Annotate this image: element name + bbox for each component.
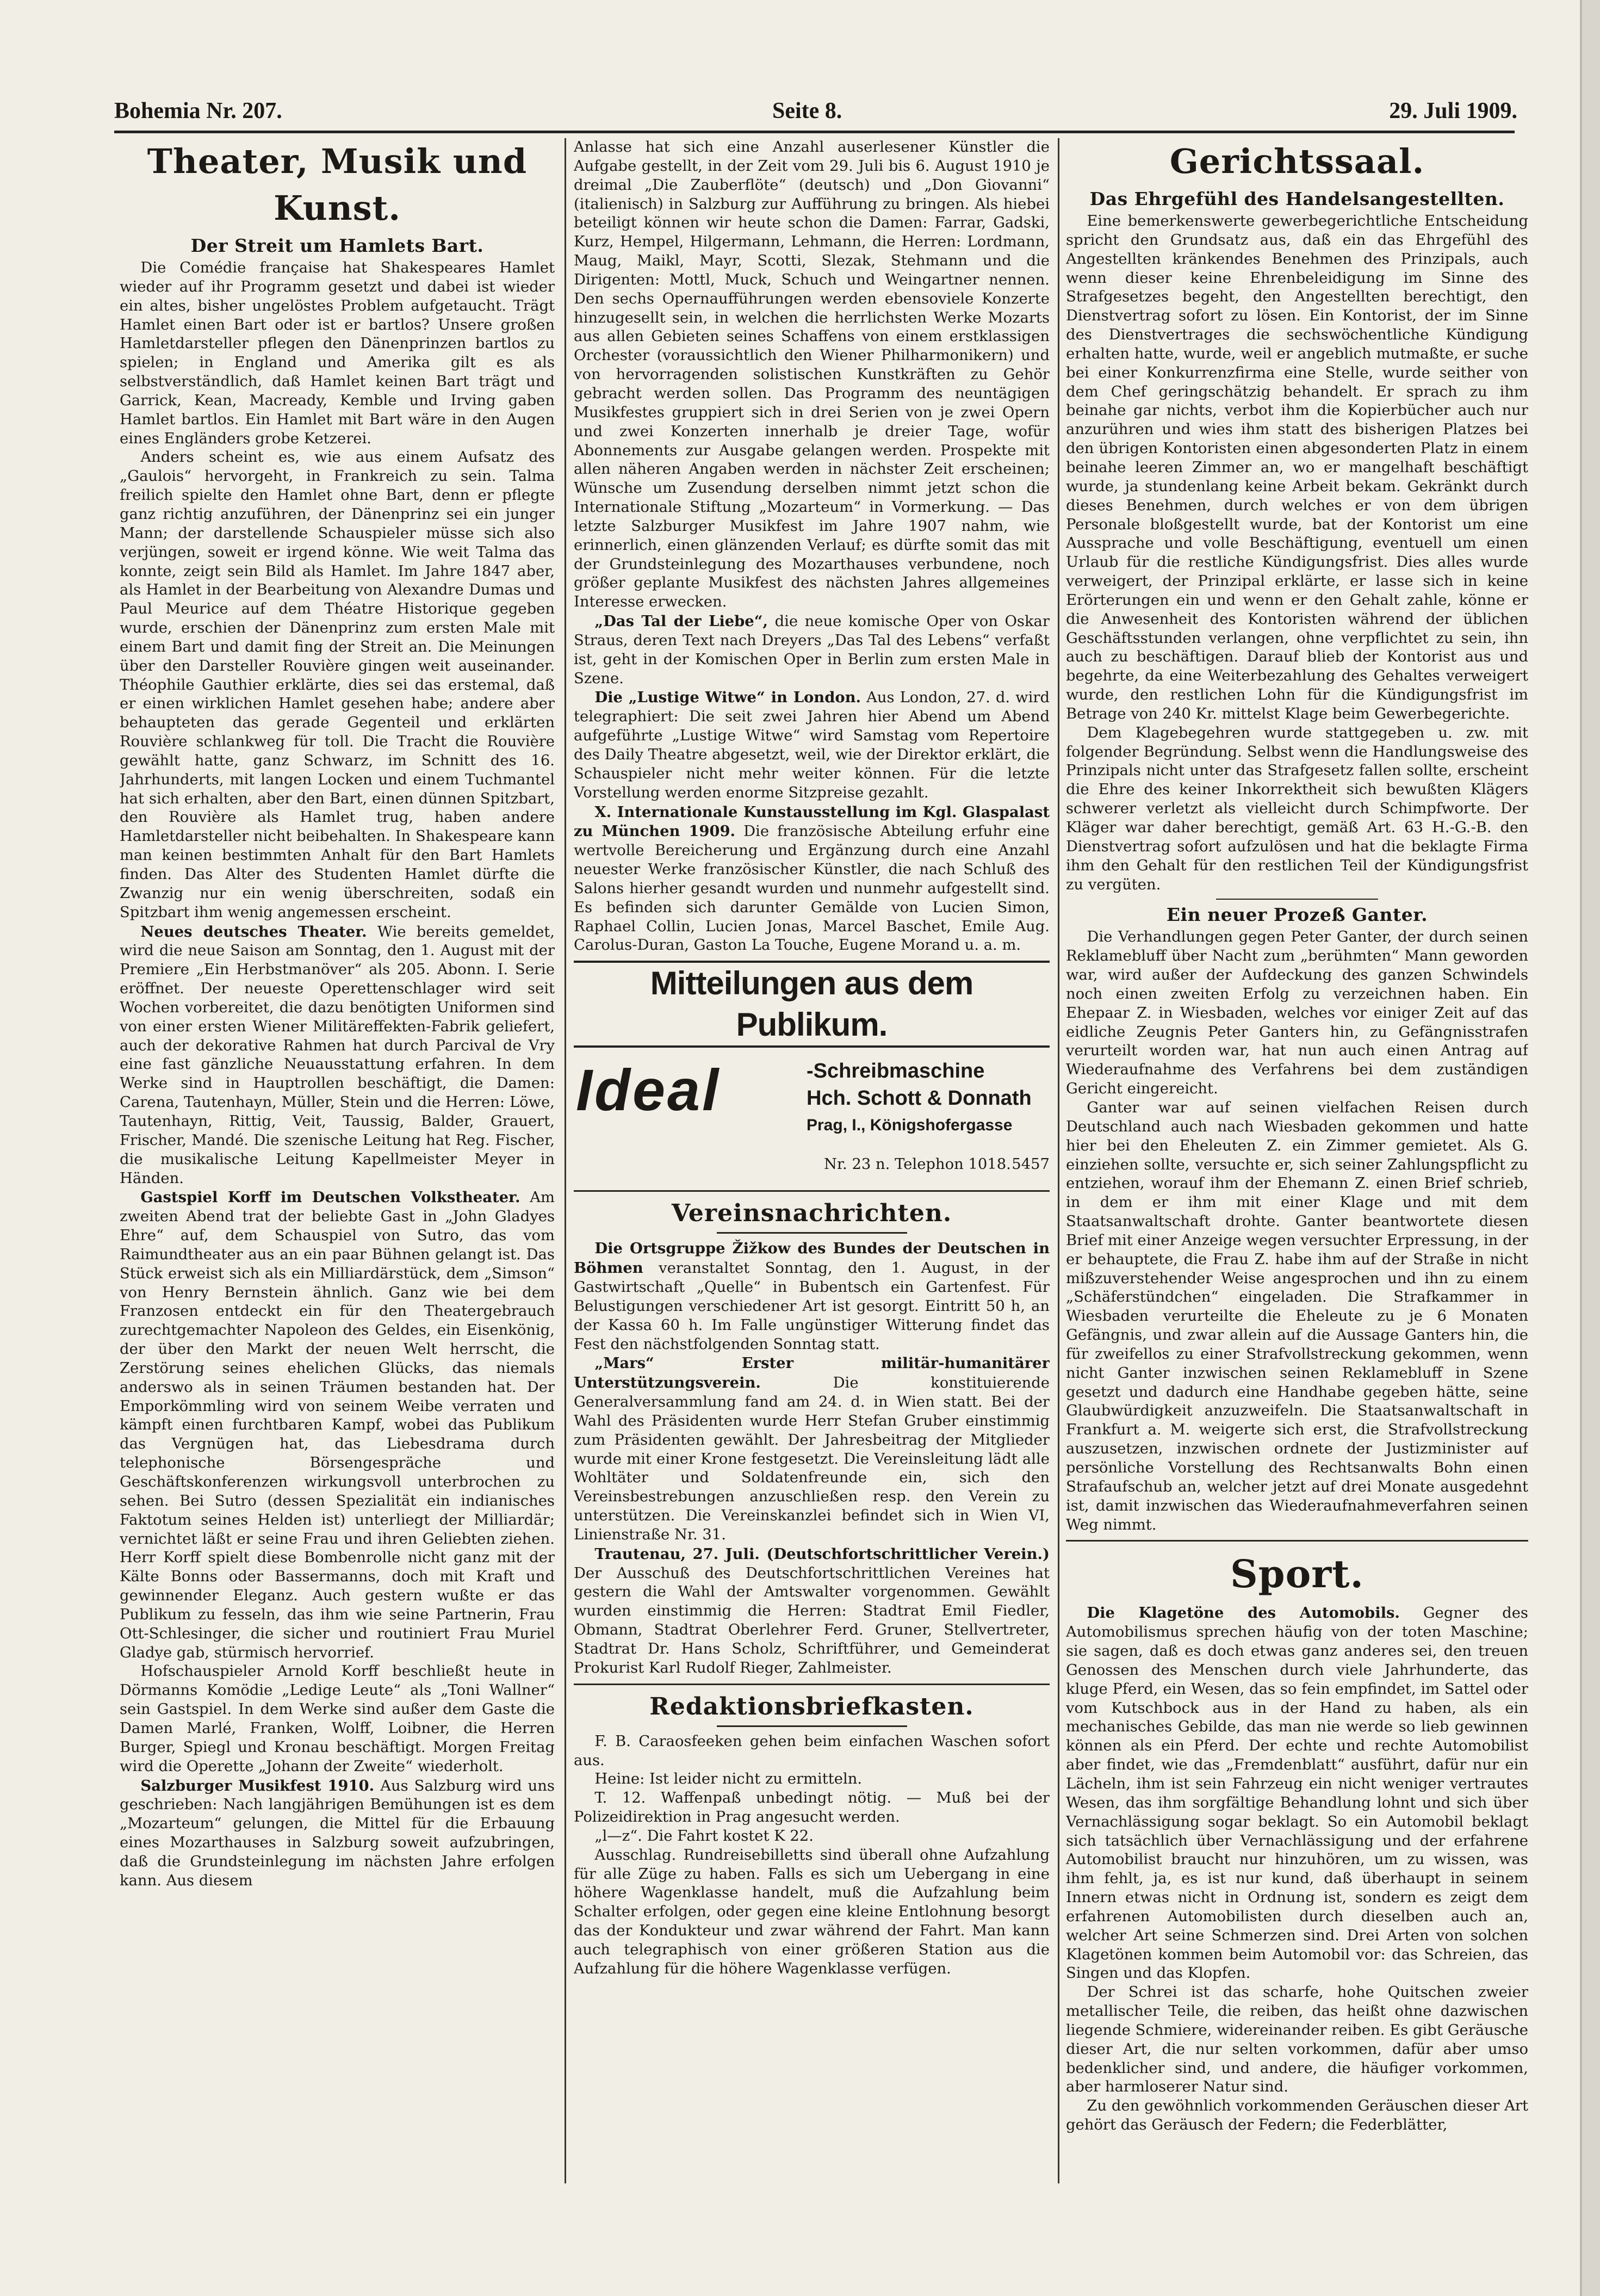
paragraph-text: Wie bereits gemeldet, wird die neue Saison am Sonntag, den 1. August mit der Premiere „Ein Herbstmanöver“ als 205. Abonn. I. Serie eröffnet. Der neueste Operettenschlager wird seit Wochen vorbereitet, die dazu benötigten Uniformen sind von einer ersten Wiener Militäreffekten-Fabrik geliefert, auch der dekorative Rahmen hat durch Parcival de Vry eine fast gänzliche Neuausstattung erfahren. In dem Werke sind in Hauptrollen beschäftigt, die Damen: Carena, Tautenhayn, Müller, Stein und die Herren: Löwe, Tautenhayn, Rittig, Veit, Taussig, Balder, Grauert, Frischer, Mandé. Die szenische Leitung hat Reg. Fischer, die musikalische Leitung Kapellmeister Meyer in Händen. (120, 923, 555, 1187)
paragraph: Ausschlag. Rundreisebilletts sind überall ohne Aufzahlung für alle Züge zu haben. Falls es sich um Uebergang in eine höhere Wagenklasse handelt, muß die Aufzahlung beim Schalter erfolgen, oder gegen eine kleine Entlohnung besorgt das der Kondukteur und zwar während der Fahrt. Man kann auch telegraphisch von einer größeren Station aus die Aufzahlung für die höhere Wagenklasse verfügen. (574, 1846, 1050, 1977)
paragraph-text: Aus London, 27. d. wird telegraphiert: Die seit zwei Jahren hier Abend um Abend aufgeführte „Lustige Witwe“ wird Samstag vom Repertoire des Daily Theatre abgesetzt, weil, wie der Direktor erklärt, die Schauspieler nicht mehr weiter können. Für die letzte Vorstellung werden enorme Sitzpreise gezahlt. (574, 689, 1050, 801)
paragraph: Hofschauspieler Arnold Korff beschließt heute in Dörmanns Komödie „Ledige Leute“ als „Toni Wallner“ sein Gastspiel. In dem Werke sind außer dem Gaste die Damen Marlé, Franken, Wolff, Loibner, die Herren Burger, Spiegl und Kronau beschäftigt. Morgen Freitag wird die Operette „Johann der Zweite“ wiederholt. (120, 1663, 555, 1775)
paragraph (574, 1239, 1050, 1354)
paragraph (574, 803, 1050, 956)
section-title-theater: Theater, Musik und Kunst. (147, 141, 528, 228)
paragraph: F. B. Caraosfeeken gehen beim einfachen Waschen sofort aus. (574, 1732, 1050, 1769)
paragraph: „l—z“. Die Fahrt kostet K 22. (594, 1827, 814, 1845)
divider (717, 1232, 907, 1234)
paragraph: T. 12. Waffenpaß unbedingt nötig. — Muß bei der Polizeidirektion in Prag angesucht werden. (574, 1790, 1050, 1826)
header-date: 29. Juli 1909. (1389, 98, 1517, 123)
header-left: Bohemia Nr. 207. (114, 98, 282, 123)
item-heading: Die „Lustige Witwe“ in London. (594, 689, 861, 707)
paragraph: Ganter war auf seinen vielfachen Reisen durch Deutschland auch nach Wiesbaden gekommen und hatte hier bei den Eheleuten Z. ein Zimmer gemietet. Als G. einziehen sollte, versuchte er, sich seiner Zahlungspflicht zu entziehen, worauf ihm der Ehemann Z. einen Brief schrieb, in dem er ihm mit einer Klage und mit dem Staatsanwaltschaft drohte. Ganter beantwortete diesen Brief mit einer Anzeige wegen versuchter Erpressung, in der er behauptete, die Frau Z. habe ihm auf der Straße in nicht mißzuverstehender Weise angesprochen und ihn zu einem „Schäferstündchen“ eingeladen. Die Strafkammer in Wiesbaden verurteilte die Eheleute zu je 6 Monaten Gefängnis, und zwar allein auf die Aussage Ganters hin, die für zweifellos zu einer Strafvollstreckung gekommen, wenn nicht Ganter inzwischen seinen Reklamebluff in Szene gesetzt und dadurch eine Handhabe gegeben hätte, seine Glaubwürdigkeit anzuzweifeln. Die Staatsanwaltschaft in Frankfurt a. M. weigerte sich erst, die Strafvollstreckung auszusetzen, inzwischen ordnete der Justizminister auf persönliche Vorstellung des Rechtsanwalts Bohn einen Strafaufschub an, welcher jetzt auf drei Monate ausgedehnt ist, damit inzwischen das Wiederaufnahmeverfahren seinen Weg nimmt. (1066, 1099, 1528, 1533)
column-rule-2 (1058, 138, 1059, 2183)
section-title-gerichtssaal: Gerichtssaal. (1169, 141, 1425, 181)
paragraph-text: Aus Salzburg wird uns geschrieben: Nach langjährigen Bemühungen ist es dem „Mozarteum“ gelungen, die Mittel für die Erbauung eines Mozarthauses in Salzburg soweit aufzubringen, daß die Grundsteinlegung im nächsten Jahre erfolgen kann. Aus diesem (120, 1777, 555, 1889)
column-rule-1 (565, 138, 566, 2183)
item-heading: Salzburger Musikfest 1910. (140, 1777, 375, 1794)
item-heading: Trautenau, 27. Juli. (Deutschfortschrittlicher Verein.) (594, 1545, 1050, 1563)
paragraph-text: Die konstituierende Generalversammlung fand am 24. d. in Wien statt. Bei der Wahl des Präsidenten wurde Herr Stefan Gruber einstimmig zum Präsidenten gewählt. Der Jahresbeitrag der Mitglieder wurde mit einer Krone festgesetzt. Die Vereinsleitung lädt alle Wohltäter und Soldatenfreunde ein, sich den Vereinsbestrebungen anzuschließen resp. den Verein zu unterstützen. Die Vereinskanzlei befindet sich in Wien VI, Linienstraße Nr. 31. (574, 1375, 1050, 1543)
article-title-ehrgefuehl: Das Ehrgefühl des Handelsangestellten. (1089, 188, 1505, 209)
paragraph: Anders scheint es, wie aus einem Aufsatz des „Gaulois“ hervorgeht, in Frankreich zu sein. Talma freilich spielte den Hamlet ohne Bart, denn er pflegte ganz richtig anzuführen, der Dänenprinz sei ein junger Mann; der darstellende Schauspieler müsse sich also verjüngen, soweit er irgend könne. Wie weit Talma das konnte, zeigt sein Bild als Hamlet. Im Jahre 1847 aber, als Hamlet in der Bearbeitung von Alexandre Dumas und Paul Meurice auf dem Théatre Historique gegeben wurde, erschien der Dänenprinz zum ersten Male mit einem Bart und damit fing der Streit an. Die Meinungen über den Darsteller Rouvière gingen weit auseinander. Théophile Gauthier erklärte, dies sei das erstemal, daß er einen wirklichen Hamlet gesehen habe; andere aber behaupteten das gerade Gegenteil und erklärten Rouvière schlankweg für toll. Die Tracht die Rouvière gewählt hatte, ganz Schwarz, im Schnitt des 16. Jahrhunderts, mit langen Locken und einem Tuchmantel hat sich erhalten, aber den Bart, einen dünnen Spitzbart, den Rouvière als Hamlet trug, haben andere Hamletdarsteller nicht beibehalten. In Shakespeare kann man keinen bestimmten Anhalt für den Bart Hamlets finden. Das Alter des Studenten Hamlet dürfte die Zwanzig nur ein wenig überschreiten, sodaß ein Spitzbart ihm wenig angemessen erscheint. (120, 449, 555, 921)
item-heading: Gastspiel Korff im Deutschen Volkstheater. (140, 1189, 520, 1206)
item-heading: „Mars“ Erster militär-humanitärer Unterstützungsverein. (574, 1354, 1050, 1392)
ideal-advertisement (574, 1055, 1050, 1185)
ad-line: Prag, I., Königshofergasse (807, 1116, 1013, 1135)
paragraph (120, 1777, 555, 1891)
divider (1066, 1540, 1528, 1542)
item-heading: „Das Tal der Liebe“, (594, 612, 768, 630)
ad-phone: Nr. 23 n. Telephon 1018. (824, 1156, 1011, 1173)
paragraph-text: Der Ausschuß des Deutschfortschrittlichen Vereines hat gestern die Wahl der Amtswalter vorgenommen. Gewählt wurden einstimmig die Herren: Stadtrat Emil Fiedler, Obmann, Stadtrat Oberlehrer Ferd. Gruner, Stellvertreter, Stadtrat Dr. Hans Scholz, Schriftführer, und Gemeinderat Prokurist Karl Rudolf Rieger, Zahlmeister. (574, 1564, 1050, 1676)
paragraph: Die Verhandlungen gegen Peter Ganter, der durch seinen Reklamebluff über Nacht zum „berühmten“ Mann geworden war, wird außer der Aufdeckung des ganzen Schwindels noch einen zweiten Erfolg zu verzeichnen haben. Ein Ehepaar Z. in Wiesbaden, welches vor einiger Zeit auf das eidliche Zeugnis Peter Ganters hin, zu Gefängnisstrafen verurteilt worden war, hat nun auch einen Antrag auf Wiederaufnahme des Verfahrens bei dem zuständigen Gericht eingereicht. (1066, 929, 1528, 1098)
ad-line: Hch. Schott & Donnath (807, 1087, 1032, 1110)
ad-text-block (807, 1057, 1032, 1139)
header-page-number: Seite 8. (772, 98, 842, 123)
ad-section-title: Mitteilungen aus dem Publikum. (574, 961, 1050, 1048)
item-heading: Die Klagetöne des Automobils. (1087, 1604, 1400, 1622)
divider (574, 1190, 1050, 1192)
paragraph: Der Schrei ist das scharfe, hohe Quitschen zweier metallischer Teile, die reiben, das heißt ohne dazwischen liegende Schmiere, widereinander reiben. Es gibt Geräusche dieser Art, die nur selten vorkommen, dafür aber umso bedenklicher sind, und andere, die häufiger vorkommen, aber harmloserer Natur sind. (1066, 1984, 1528, 2096)
header-rule (114, 131, 1515, 133)
paragraph-text: die neue komische Oper von Oskar Straus, deren Text nach Dreyers „Das Tal des Lebens“ verfaßt ist, geht in der Komischen Oper in Berlin zum ersten Male in Szene. (574, 613, 1050, 687)
paragraph (574, 612, 1050, 688)
divider (717, 1725, 907, 1727)
section-title-sport: Sport. (1230, 1551, 1364, 1597)
divider (1216, 899, 1378, 900)
article-title-hamlet: Der Streit um Hamlets Bart. (190, 235, 484, 256)
ad-code: 5457 (1012, 1156, 1050, 1173)
paragraph (574, 1545, 1050, 1678)
article-title-ganter: Ein neuer Prozeß Ganter. (1166, 904, 1428, 926)
item-heading: Neues deutsches Theater. (140, 923, 367, 940)
paragraph-text: veranstaltet Sonntag, den 1. August, in der Gastwirtschaft „Quelle“ in Bubentsch ein Gartenfest. Für Belustigungen verschiedener Art ist gesorgt. Eintritt 50 h, an der Kassa 60 h. Im Falle ungünstiger Witterung findet das Fest den nächstfolgenden Sonntag statt. (574, 1260, 1050, 1353)
paragraph-text: Am zweiten Abend trat der beliebte Gast in „John Gladyes Ehre“ auf, dem Schauspiel von Sutro, das vom Raimundtheater aus an ein paar Bühnen gelangt ist. Das Stück erweist sich als ein Milliardärstück, dem „Simson“ von Henry Bernstein ähnlich. Ganz wie bei dem Franzosen entdeckt ein für den Theatergebrauch zurechtgemachter Napoleon des Geldes, ein Eisenkönig, der über den Markt der neuen Welt herrscht, die Zerstörung seines ehelichen Glücks, das niemals anderswo als in seinen Träumen bestanden hat. Der Emporkömmling wird von seinem Weibe verraten und kämpft einen furchtbaren Kampf, wobei das Publikum das Vergnügen hat, das Liebesdrama durch telephonische Börsengespräche und Geschäftskonferenzen wirkungsvoll unterbrochen zu sehen. Bei Sutro (dessen Spezialität ein indianisches Faktotum seines Helden ist) unterliegt der Milliardär; vernichtet läßt er seine Frau und ihren Geliebten ziehen. Herr Korff spielt diese Bombenrolle nicht ganz mit der Kälte Bonns oder Bassermanns, doch mit Kraft und gewinnender Eleganz. Auch gestern wußte er das Publikum zu fesseln, das ihm wie seine Partnerin, Frau Ott-Schlesinger, die sicher und routiniert Frau Muriel Gladye gab, stürmisch hervorrief. (120, 1189, 555, 1661)
paragraph: Heine: Ist leider nicht zu ermitteln. (594, 1771, 863, 1788)
paragraph: Eine bemerkenswerte gewerbegerichtliche Entscheidung spricht den Grundsatz aus, daß ein das Ehrgefühl des Angestellten kränkendes Benehmen des Prinzipals, auch wenn dieser keine Ehrenbeleidigung im Sinne des Strafgesetzes begeht, den Angestellten berechtigt, den Dienstvertrag sofort zu lösen. Ein Kontorist, der im Sinne des Dienstvertrages die sechswöchentliche Kündigung erhalten hatte, wurde, weil er angeblich mutmaßte, er suche bei einer Konkurrenzfirma eine Stelle, wurde seither von dem Chef geringschätzig behandelt. Er sprach zu ihm beinahe gar nichts, verbot ihm die Kopierbücher auch nur anzurühren und wies ihm statt des bisherigen Platzes bei den übrigen Kontoristen einen abgesonderten Platz in einem beinahe leeren Zimmer an, wo er mangelhaft beschäftigt wurde, ja stundenlang keine Arbeit bekam. Gekränkt durch dieses Benehmen, durch welches er von dem übrigen Personale bloßgestellt wurde, bat der Kontorist um eine Aussprache und volle Beschäftigung, eventuell um einen Urlaub für die restliche Kündigungsfrist. Dies alles wurde verweigert, der Prinzipal erklärte, er lasse sich in keine Erörterungen ein und wenn er den Gehalt zahle, könne er die Anwesenheit des Kontoristen während der üblichen Geschäftsstunden verlangen, ohne verpflichtet zu sein, ihn auch zu beschäftigen. Darauf blieb der Kontorist aus und begehrte, da eine Weiterbezahlung des Gehaltes verweigert wurde, den restlichen Lohn für die Kündigungsfrist im Betrage von 240 Kr. mittelst Klage beim Gewerbegerichte. (1066, 213, 1528, 722)
section-title-verein: Vereinsnachrichten. (671, 1199, 952, 1228)
paragraph: Anlasse hat sich eine Anzahl auserlesener Künstler die Aufgabe gestellt, in der Zeit vom 29. Juli bis 6. August 1910 je dreimal „Die Zauberflöte“ (deutsch) und „Don Giovanni“ (italienisch) in Salzburg zur Aufführung zu bringen. Als hiebei beteiligt können wir heute schon die Damen: Farrar, Gadski, Kurz, Hempel, Hilgermann, Lehmann, die Herren: Lordmann, Maug, Maikl, Mayr, Scotti, Slezak, Stehmann und die Dirigenten: Mottl, Muck, Schuch und Weingartner nennen. Den sechs Opernaufführungen werden ebensoviele Konzerte hinzugesellt sein, in welchen die herrlichsten Werke Mozarts aus allen Gebieten seines Schaffens von einem erstklassigen Orchester (voraussichtlich den Wiener Philharmonikern) und von hervorragenden solistischen Kunstkräften zu Gehör gebracht werden sollen. Das Programm des neuntägigen Musikfestes gruppiert sich in drei Serien von je zwei Opern und zwei Konzerten innerhalb je dreier Tage, wofür Abonnements zur Ausgabe gelangen werden. Prospekte mit allen näheren Angaben werden in nächster Zeit erscheinen; Wünsche um Zusendung derselben nimmt jetzt schon die Internationale Stiftung „Mozarteum“ in Vormerkung. — Das letzte Salzburger Musikfest im Jahre 1907 nahm, wie erinnerlich, einen glänzenden Verlauf; es dürfte somit das mit der Grundsteinlegung des Mozarthauses verbundene, noch größer geplante Musikfest des nächsten Jahres allgemeines Interesse erwecken. (574, 139, 1050, 611)
column-1 (120, 138, 555, 2178)
paragraph: Die Comédie française hat Shakespeares Hamlet wieder auf ihr Programm gesetzt und dabei ist wieder ein altes, bisher ungelöstes Problem aufgetaucht. Trägt Hamlet einen Bart oder ist er bartlos? Unsere großen Hamletdarsteller pflegen den Dänenprinzen bartlos zu spielen; in England und Amerika gilt es als selbstverständlich, daß Hamlet keinen Bart trägt und Garrick, Kean, Macready, Kemble und Irving gaben Hamlet bartlos. Ein Hamlet mit Bart wäre in den Augen eines Engländers grobe Ketzerei. (120, 259, 555, 447)
column-3 (1066, 138, 1528, 2178)
item-heading: Die Ortsgruppe Žižkow des Bundes der Deutschen in Böhmen (574, 1240, 1050, 1277)
ad-line: -Schreibmaschine (807, 1060, 985, 1083)
paragraph (120, 923, 555, 1189)
paragraph: Zu den gewöhnlich vorkommenden Geräuschen dieser Art gehört das Geräusch der Federn; die Federblätter, (1066, 2097, 1528, 2134)
section-title-briefkasten: Redaktionsbriefkasten. (649, 1692, 974, 1721)
item-heading: X. Internationale Kunstausstellung im Kgl. Glaspalast zu München 1909. (574, 803, 1050, 840)
page-header (114, 91, 1517, 129)
paragraph: Dem Klagebegehren wurde stattgegeben u. zw. mit folgender Begründung. Selbst wenn die Handlungsweise des Prinzipals nicht unter das Strafgesetz fallen sollte, erscheint die Ehre des keiner Inkorrektheit sich bewußten Klägers schwerer verletzt als vielleicht durch Schimpfworte. Der Kläger war daher berechtigt, gemäß Art. 63 H.-G.-B. den Dienstvertrag sofort aufzulösen und hat die beklagte Firma ihm den Gehalt für den restlichen Teil der Kündigungsfrist zu vergüten. (1066, 724, 1528, 893)
paragraph (574, 1354, 1050, 1544)
divider (574, 1684, 1050, 1685)
paragraph-text: Die französische Abteilung erfuhr eine wertvolle Bereicherung und Ergänzung durch eine Anzahl neuester Werke französischer Künstler, die nach Schluß des Salons hierher gesandt wurden und nunmehr aufgestellt sind. Es befinden sich darunter Gemälde von Lucien Simon, Raphael Collin, Lucien Jonas, Marcel Baschet, Emile Aug. Carolus-Duran, Gaston La Touche, Eugene Morand u. a. m. (574, 823, 1050, 954)
paragraph (574, 688, 1050, 802)
paragraph-text: Gegner des Automobilismus sprechen häufig von der toten Maschine; sie sagen, daß es doch etwas ganz anderes sei, den treuen Genossen des Menschen durch viele Jahrhunderte, das kluge Pferd, ein Wesen, das so fein empfindet, im Sattel oder vom Kutschbock aus in der Hand zu haben, als ein mechanisches Gebilde, das man nie werde so lieb gewinnen können als ein Pferd. Der echte und rechte Automobilist aber findet, wie das „Fremdenblatt“ ausführt, dafür nur ein Lächeln, ihm ist sein Fahrzeug ein nicht weniger vertrautes Wesen, das ihm sorgfältige Behandlung lohnt und sich über Vernachlässigung sogar beklagt. So ein Automobil beklagt sich tatsächlich über Vernachlässigung und der erfahrene Automobilist braucht nur hinzuhören, um zu wissen, was ihm fehlt, ja, es ist nur kund, daß überhaupt in seinem Innern etwas nicht in Ordnung ist, sondern es zeigt dem erfahrenen Automobilisten durch dieselben auch an, welcher Art seine Schmerzen sind. Drei Arten von solchen Klagetönen kommen beim Automobil vor: das Schreien, das Singen und das Klopfen. (1066, 1605, 1528, 1982)
paragraph (120, 1188, 555, 1662)
page-edge (1580, 0, 1600, 2296)
column-2 (574, 138, 1050, 2178)
paragraph (1066, 1604, 1528, 1983)
ideal-logo: Ideal (576, 1057, 721, 1123)
